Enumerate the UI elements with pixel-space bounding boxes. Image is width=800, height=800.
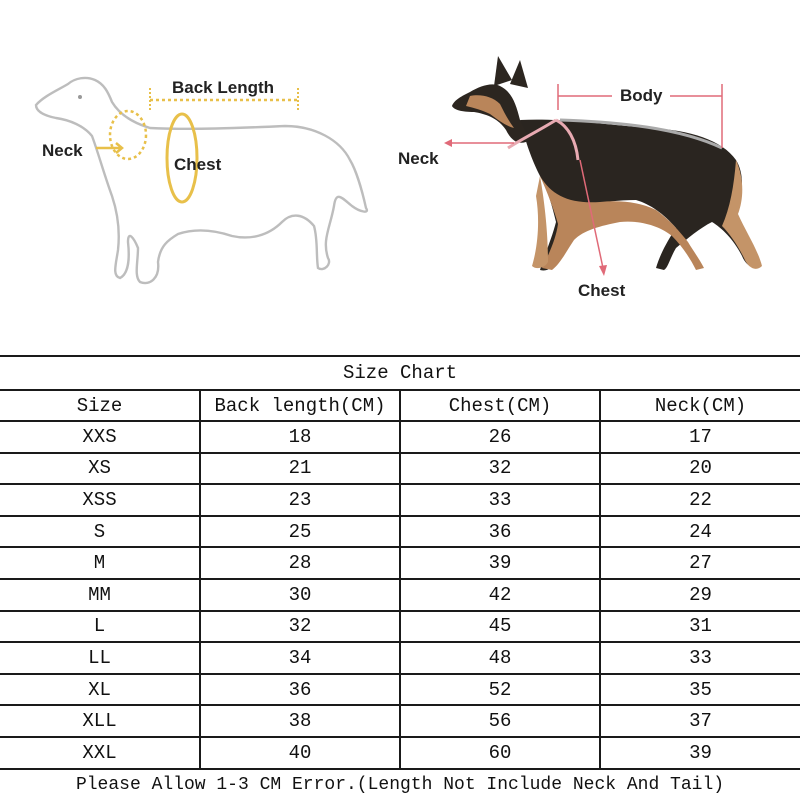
cell-neck: 29 bbox=[600, 579, 800, 611]
cell-neck: 20 bbox=[600, 453, 800, 485]
cell-size: XL bbox=[0, 674, 200, 706]
table-header-row bbox=[0, 390, 800, 421]
cell-chest: 45 bbox=[400, 611, 600, 643]
table-row bbox=[0, 579, 800, 611]
cell-neck: 33 bbox=[600, 642, 800, 674]
cell-size: XSS bbox=[0, 484, 200, 516]
measurement-illustration bbox=[0, 0, 800, 355]
cell-chest: 39 bbox=[400, 547, 600, 579]
header-chest: Chest(CM) bbox=[400, 390, 600, 421]
dog-ear-right bbox=[510, 60, 528, 88]
cell-back-length: 36 bbox=[200, 674, 400, 706]
cell-neck: 27 bbox=[600, 547, 800, 579]
cell-back-length: 28 bbox=[200, 547, 400, 579]
table-row bbox=[0, 611, 800, 643]
cell-chest: 33 bbox=[400, 484, 600, 516]
cell-back-length: 34 bbox=[200, 642, 400, 674]
table-title: Size Chart bbox=[0, 356, 800, 390]
table-row bbox=[0, 674, 800, 706]
header-back-length: Back length(CM) bbox=[200, 390, 400, 421]
cell-back-length: 18 bbox=[200, 421, 400, 453]
cell-back-length: 25 bbox=[200, 516, 400, 548]
cell-neck: 17 bbox=[600, 421, 800, 453]
table-row bbox=[0, 516, 800, 548]
header-neck: Neck(CM) bbox=[600, 390, 800, 421]
cell-size: S bbox=[0, 516, 200, 548]
eye-icon bbox=[78, 95, 82, 99]
dog-photo bbox=[398, 56, 762, 300]
chest-label-left: Chest bbox=[174, 155, 222, 174]
cell-chest: 26 bbox=[400, 421, 600, 453]
table-row bbox=[0, 484, 800, 516]
cell-chest: 32 bbox=[400, 453, 600, 485]
chest-arrow-icon bbox=[599, 265, 607, 276]
cell-size: LL bbox=[0, 642, 200, 674]
neck-arrow-right-icon bbox=[444, 139, 452, 147]
table-row bbox=[0, 642, 800, 674]
neck-label-left: Neck bbox=[42, 141, 83, 160]
dog-ear-left bbox=[494, 56, 512, 86]
table-row bbox=[0, 547, 800, 579]
back-length-label: Back Length bbox=[172, 78, 275, 97]
cell-back-length: 23 bbox=[200, 484, 400, 516]
cell-chest: 56 bbox=[400, 705, 600, 737]
dog-silhouette-outline bbox=[36, 78, 367, 283]
error-note: Please Allow 1-3 CM Error.(Length Not Include Neck And Tail) bbox=[0, 769, 800, 800]
table-row bbox=[0, 421, 800, 453]
cell-neck: 37 bbox=[600, 705, 800, 737]
dog-outline-diagram bbox=[36, 78, 367, 283]
cell-neck: 31 bbox=[600, 611, 800, 643]
cell-back-length: 21 bbox=[200, 453, 400, 485]
header-size: Size bbox=[0, 390, 200, 421]
cell-neck: 39 bbox=[600, 737, 800, 769]
cell-neck: 24 bbox=[600, 516, 800, 548]
cell-back-length: 38 bbox=[200, 705, 400, 737]
chest-label-right: Chest bbox=[578, 281, 626, 300]
cell-chest: 48 bbox=[400, 642, 600, 674]
body-label: Body bbox=[620, 86, 663, 105]
table-row bbox=[0, 705, 800, 737]
cell-size: XLL bbox=[0, 705, 200, 737]
cell-chest: 52 bbox=[400, 674, 600, 706]
neck-label-right: Neck bbox=[398, 149, 439, 168]
cell-size: MM bbox=[0, 579, 200, 611]
cell-chest: 60 bbox=[400, 737, 600, 769]
cell-size: L bbox=[0, 611, 200, 643]
cell-back-length: 30 bbox=[200, 579, 400, 611]
cell-size: XXS bbox=[0, 421, 200, 453]
cell-chest: 36 bbox=[400, 516, 600, 548]
table-row bbox=[0, 737, 800, 769]
cell-chest: 42 bbox=[400, 579, 600, 611]
table-row bbox=[0, 453, 800, 485]
cell-back-length: 40 bbox=[200, 737, 400, 769]
cell-size: M bbox=[0, 547, 200, 579]
cell-size: XXL bbox=[0, 737, 200, 769]
size-chart-table bbox=[0, 355, 800, 800]
cell-size: XS bbox=[0, 453, 200, 485]
cell-back-length: 32 bbox=[200, 611, 400, 643]
cell-neck: 22 bbox=[600, 484, 800, 516]
cell-neck: 35 bbox=[600, 674, 800, 706]
